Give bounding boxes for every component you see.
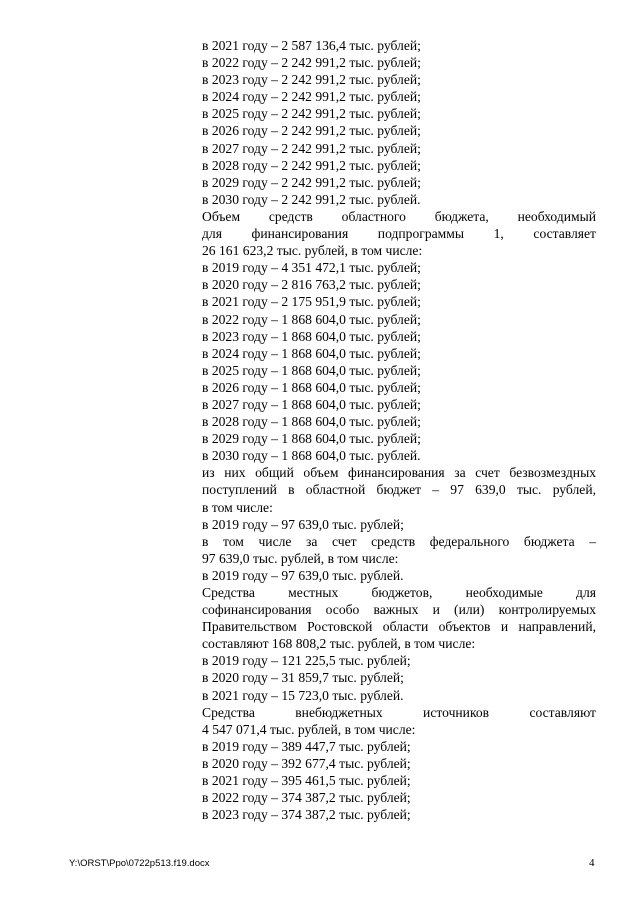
text-line: в 2019 году – 4 351 472,1 тыс. рублей;	[202, 260, 421, 276]
text-line: в 2019 году – 97 639,0 тыс. рублей.	[202, 567, 404, 583]
text-line: Средства внебюджетных источников составляют	[202, 704, 596, 720]
document-body	[202, 37, 596, 823]
text-line: 4 547 071,4 тыс. рублей, в том числе:	[202, 721, 416, 737]
text-line: в 2028 году – 1 868 604,0 тыс. рублей;	[202, 414, 421, 430]
text-line: в 2028 году – 2 242 991,2 тыс. рублей;	[202, 157, 421, 173]
text-line: в 2026 году – 1 868 604,0 тыс. рублей;	[202, 379, 421, 395]
text-line: Объем средств областного бюджета, необходимый	[202, 208, 596, 224]
text-line: в 2022 году – 2 242 991,2 тыс. рублей;	[202, 55, 421, 71]
text-line: в 2021 году – 2 587 136,4 тыс. рублей;	[202, 38, 421, 53]
text-line: в 2023 году – 1 868 604,0 тыс. рублей;	[202, 328, 421, 344]
text-line: 26 161 623,2 тыс. рублей, в том числе:	[202, 243, 423, 259]
text-line: в 2020 году – 31 859,7 тыс. рублей;	[202, 670, 404, 686]
text-line: в 2024 году – 2 242 991,2 тыс. рублей;	[202, 89, 421, 105]
text-line: в 2022 году – 374 387,2 тыс. рублей;	[202, 790, 411, 806]
text-line: в 2029 году – 1 868 604,0 тыс. рублей;	[202, 431, 421, 447]
text-line: в 2020 году – 392 677,4 тыс. рублей;	[202, 755, 411, 771]
text-line: Средства местных бюджетов, необходимые для	[202, 585, 596, 600]
text-line: в 2022 году – 1 868 604,0 тыс. рублей;	[202, 311, 421, 327]
text-line: поступлений в областной бюджет – 97 639,0 тыс. рублей,	[202, 482, 596, 498]
text-line: в 2030 году – 1 868 604,0 тыс. рублей.	[202, 448, 421, 464]
text-line: в 2021 году – 2 175 951,9 тыс. рублей;	[202, 294, 421, 310]
text-line: в 2019 году – 389 447,7 тыс. рублей;	[202, 738, 411, 754]
text-line: в 2024 году – 1 868 604,0 тыс. рублей;	[202, 345, 421, 361]
text-line: из них общий объем финансирования за счет безвозмездных	[202, 465, 596, 481]
text-line: в 2021 году – 15 723,0 тыс. рублей.	[202, 687, 404, 703]
footer-file-path: Y:\ORST\Ppo\0722p513.f19.docx	[69, 858, 210, 869]
text-line: в 2023 году – 374 387,2 тыс. рублей;	[202, 807, 411, 823]
text-line: в 2023 году – 2 242 991,2 тыс. рублей;	[202, 72, 421, 88]
text-line: 97 639,0 тыс. рублей, в том числе:	[202, 550, 399, 566]
text-line: составляют 168 808,2 тыс. рублей, в том числе:	[202, 636, 476, 652]
text-line: в 2021 году – 395 461,5 тыс. рублей;	[202, 773, 411, 789]
text-line: в 2030 году – 2 242 991,2 тыс. рублей.	[202, 191, 421, 207]
text-line: в 2027 году – 1 868 604,0 тыс. рублей;	[202, 396, 421, 412]
text-line: в 2025 году – 2 242 991,2 тыс. рублей;	[202, 106, 421, 122]
text-line: в 2019 году – 97 639,0 тыс. рублей;	[202, 516, 404, 532]
text-line: в 2020 году – 2 816 763,2 тыс. рублей;	[202, 277, 421, 293]
text-line: для финансирования подпрограммы 1, составляет	[202, 226, 596, 242]
text-line: в 2025 году – 1 868 604,0 тыс. рублей;	[202, 362, 421, 378]
text-line: в 2019 году – 121 225,5 тыс. рублей;	[202, 653, 411, 669]
text-line: софинансирования особо важных и (или) контролируемых	[202, 602, 596, 618]
page-number: 4	[589, 857, 595, 869]
text-line: в 2029 году – 2 242 991,2 тыс. рублей;	[202, 174, 421, 190]
text-line: Правительством Ростовской области объектов и направлений,	[202, 619, 596, 635]
text-line: в том числе за счет средств федерального бюджета –	[202, 533, 596, 549]
text-line: в 2027 году – 2 242 991,2 тыс. рублей;	[202, 140, 421, 156]
text-line: в том числе:	[202, 499, 273, 515]
text-line: в 2026 году – 2 242 991,2 тыс. рублей;	[202, 123, 421, 139]
